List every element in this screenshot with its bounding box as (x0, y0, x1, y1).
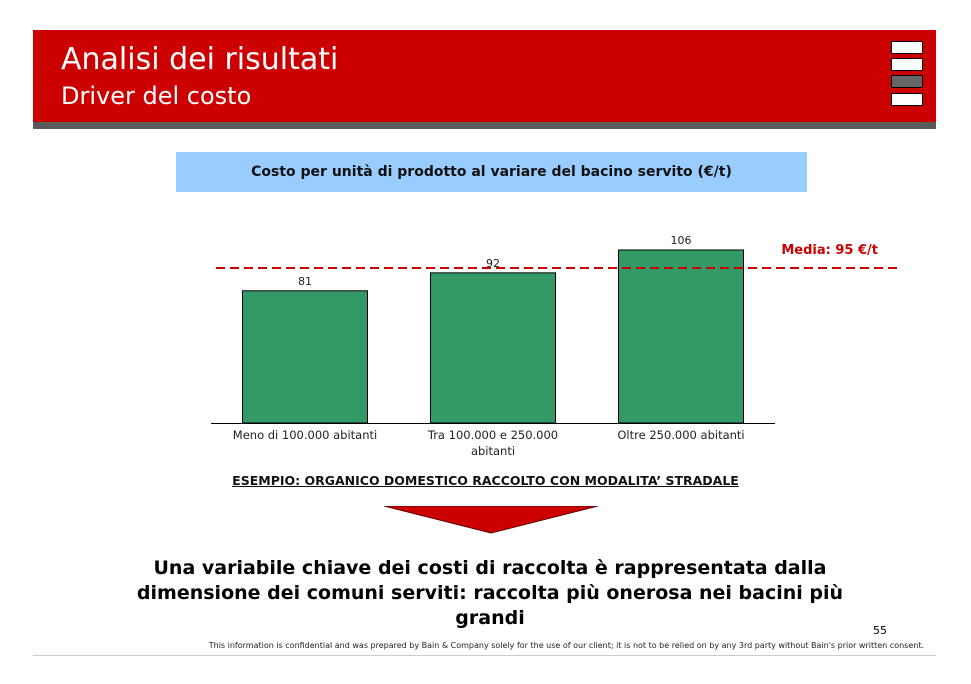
confidentiality-footer: This information is confidential and was prepared by Bain & Company solely for the use of our client; it is not to be relied on by any 3rd party without Bain's prior written consent. (208, 641, 924, 650)
bar-2 (431, 273, 556, 423)
data-label-1: 81 (298, 274, 312, 288)
bar-1 (243, 291, 368, 423)
category-label-3: Oltre 250.000 abitanti (617, 428, 745, 442)
conclusion-text: Una variabile chiave dei costi di raccolta è rappresentata dalla dimensione dei comuni serviti: raccolta più onerosa nei bacini più grandi (136, 557, 844, 629)
page-subtitle: Driver del costo (61, 82, 252, 110)
category-label-2: Tra 100.000 e 250.000 abitanti (427, 428, 559, 458)
example-label: ESEMPIO: ORGANICO DOMESTICO RACCOLTO CON MODALITA’ STRADALE (232, 473, 739, 488)
chart-title: Costo per unità di prodotto al variare del bacino servito (€/t) (176, 152, 807, 192)
data-label-3: 106 (670, 234, 692, 247)
category-label-1: Meno di 100.000 abitanti (232, 428, 378, 442)
page-title: Analisi dei risultati (61, 42, 339, 77)
average-label: Media: 95 €/t (781, 242, 878, 258)
data-label-2: 92 (486, 256, 500, 270)
bar-3 (619, 250, 744, 423)
page-number: 55 (873, 624, 887, 637)
down-arrow-icon (384, 506, 598, 534)
footer-divider (33, 655, 936, 656)
